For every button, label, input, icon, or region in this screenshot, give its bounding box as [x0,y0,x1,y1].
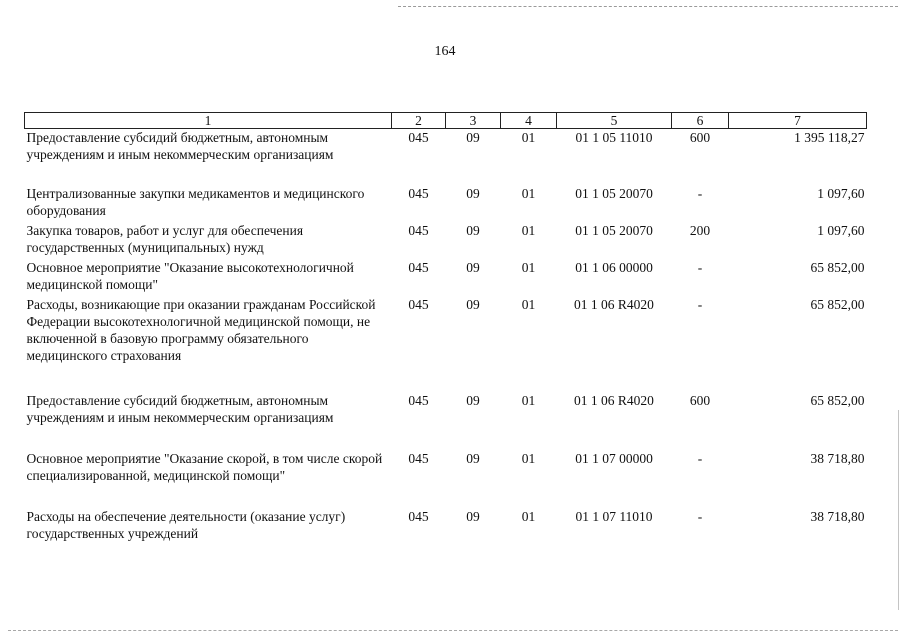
row-code-col5: 01 1 07 00000 [575,450,653,466]
row-code-col4: 01 [521,296,536,312]
row-name: Основное мероприятие "Оказание скорой, в том числе скорой специализированной, медицинской помощи" [26,450,383,483]
row-code-col6: - [697,185,703,201]
column-header-7: 7 [729,113,867,129]
table-row [25,296,867,392]
table-row [25,129,867,185]
scan-edge-bottom [8,630,898,631]
budget-table [24,112,867,548]
row-code-col5: 01 1 05 20070 [575,185,653,201]
table-row [25,508,867,548]
row-code-col2: 045 [408,508,429,524]
row-code-col5: 01 1 05 11010 [575,130,653,145]
row-amount: 1 395 118,27 [794,130,865,145]
row-amount: 1 097,60 [817,222,865,238]
row-code-col6: 600 [689,130,711,145]
row-code-col6: 600 [689,392,711,408]
row-code-col5: 01 1 06 R4020 [574,392,654,408]
row-code-col6: - [697,296,703,312]
row-code-col3: 09 [466,296,480,312]
row-code-col6: - [697,259,703,275]
table-row [25,185,867,222]
row-code-col6: - [697,508,703,524]
table-row [25,259,867,296]
row-code-col2: 045 [408,392,429,408]
row-code-col5: 01 1 06 R4020 [574,296,654,312]
row-code-col5: 01 1 07 11010 [575,508,653,524]
row-code-col6: 200 [689,222,711,238]
row-code-col2: 045 [408,450,429,466]
row-code-col3: 09 [466,392,480,408]
table-row [25,392,867,450]
column-header-4: 4 [501,113,557,129]
row-code-col3: 09 [466,450,480,466]
row-code-col6: - [697,450,703,466]
row-code-col2: 045 [408,222,429,238]
row-code-col3: 09 [466,130,480,145]
row-amount: 1 097,60 [817,185,865,201]
row-amount: 38 718,80 [810,508,865,524]
column-header-6: 6 [672,113,729,129]
row-code-col2: 045 [408,296,429,312]
row-code-col3: 09 [466,508,480,524]
row-code-col4: 01 [521,222,536,238]
column-header-5: 5 [557,113,672,129]
row-code-col4: 01 [521,392,536,408]
row-name: Предоставление субсидий бюджетным, автономным учреждениям и иным некоммерческим организациям [26,392,334,425]
row-code-col4: 01 [521,259,536,275]
header-row [25,113,867,129]
row-code-col4: 01 [521,185,536,201]
row-code-col4: 01 [521,130,536,145]
table-row [25,450,867,508]
row-code-col5: 01 1 06 00000 [575,259,653,275]
row-code-col2: 045 [408,259,429,275]
row-code-col2: 045 [408,130,429,145]
scan-edge-top [398,6,898,7]
row-code-col3: 09 [466,259,480,275]
row-amount: 65 852,00 [810,392,865,408]
row-code-col3: 09 [466,185,480,201]
row-amount: 65 852,00 [810,296,865,312]
scan-edge-right [898,410,899,610]
page-number: 164 [434,44,456,59]
column-header-2: 2 [392,113,446,129]
row-name: Расходы, возникающие при оказании гражданам Российской Федерации высокотехнологичной медицинской помощи, не включенной в базовую программу обязательного медицинского страхования [26,296,376,363]
column-header-1: 1 [25,113,392,129]
row-amount: 38 718,80 [810,450,865,466]
column-header-3: 3 [446,113,501,129]
row-name: Расходы на обеспечение деятельности (оказание услуг) государственных учреждений [26,508,346,541]
table-row [25,222,867,259]
row-code-col4: 01 [521,450,536,466]
row-name: Централизованные закупки медикаментов и медицинского оборудования [26,185,365,218]
row-name: Основное мероприятие "Оказание высокотехнологичной медицинской помощи" [26,259,354,292]
row-code-col3: 09 [466,222,480,238]
row-amount: 65 852,00 [810,259,865,275]
row-name: Предоставление субсидий бюджетным, автономным учреждениям и иным некоммерческим организациям [26,130,334,162]
row-name: Закупка товаров, работ и услуг для обеспечения государственных (муниципальных) нужд [26,222,304,255]
row-code-col4: 01 [521,508,536,524]
row-code-col2: 045 [408,185,429,201]
row-code-col5: 01 1 05 20070 [575,222,653,238]
